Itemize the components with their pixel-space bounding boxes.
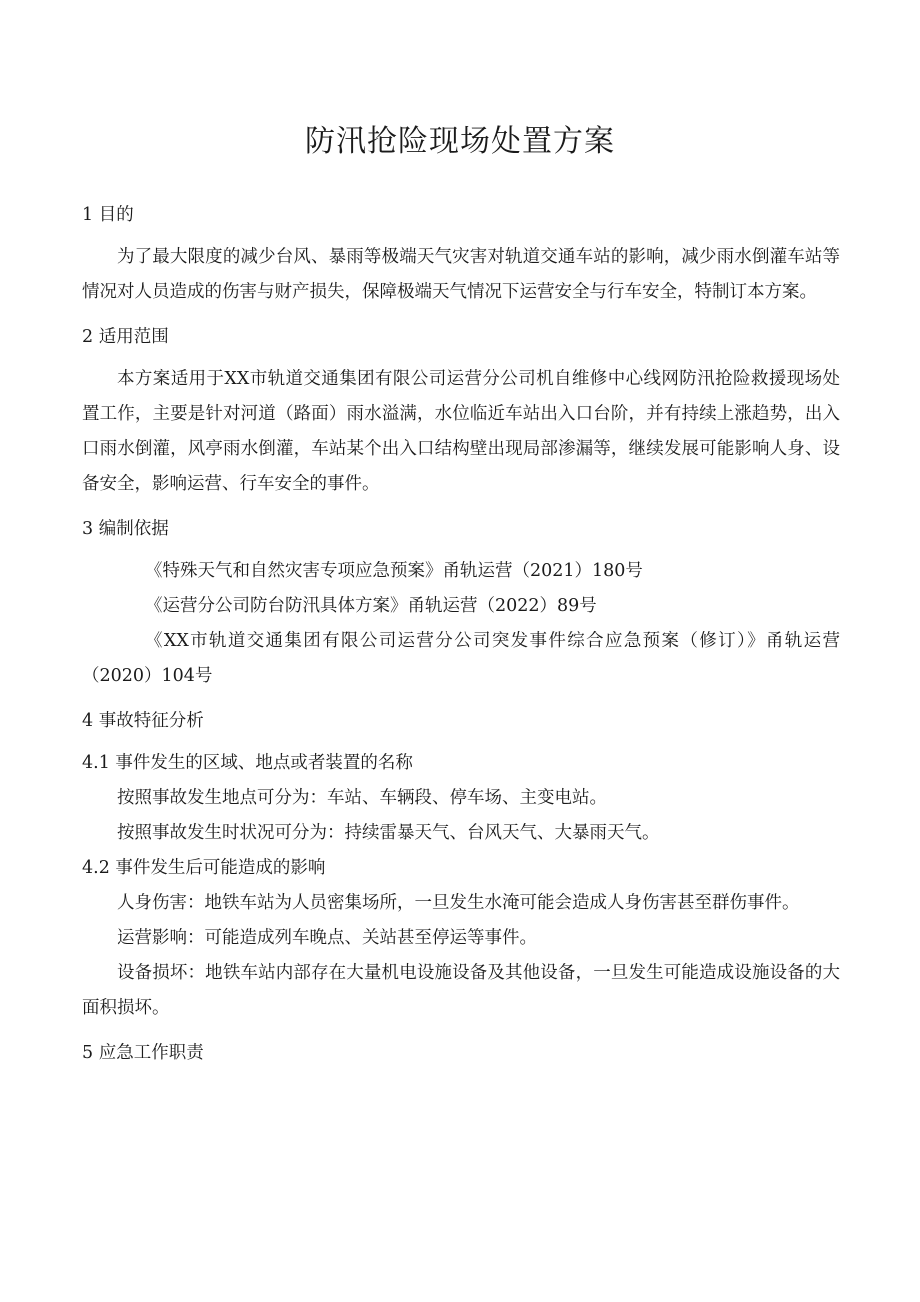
section-4-2-paragraph: 运营影响：可能造成列车晚点、关站甚至停运等事件。 [117,928,537,948]
section-4-1-paragraph: 按照事故发生地点可分为：车站、车辆段、停车场、主变电站。 [117,788,607,808]
section-5-heading: 5 应急工作职责 [82,1043,204,1063]
section-4-1-heading: 4.1 事件发生的区域、地点或者装置的名称 [82,753,413,773]
reference-item: 《特殊天气和自然灾害专项应急预案》甬轨运营（2021）180号 [145,561,643,581]
section-3-heading: 3 编制依据 [82,519,169,539]
section-1-heading: 1 目的 [82,205,134,225]
document-title: 防汛抢险现场处置方案 [305,124,615,159]
section-4-1-paragraph: 按照事故发生时状况可分为：持续雷暴天气、台风天气、大暴雨天气。 [117,823,660,843]
section-4-2-paragraph: 设备损坏：地铁车站内部存在大量机电设施设备及其他设备，一旦发生可能造成设施设备的大面积损坏。 [82,963,840,1018]
section-4-2-heading: 4.2 事件发生后可能造成的影响 [82,858,326,878]
section-4-heading: 4 事故特征分析 [82,711,204,731]
document-body [82,198,840,1071]
section-2-heading: 2 适用范围 [82,327,169,347]
section-1-paragraph: 为了最大限度的减少台风、暴雨等极端天气灾害对轨道交通车站的影响，减少雨水倒灌车站等情况对人员造成的伤害与财产损失，保障极端天气情况下运营安全与行车安全，特制订本方案。 [82,247,840,302]
section-2-paragraph: 本方案适用于XX市轨道交通集团有限公司运营分公司机自维修中心线网防汛抢险救援现场处置工作，主要是针对河道（路面）雨水溢满，水位临近车站出入口台阶，并有持续上涨趋势，出入口雨水倒灌，风亭雨水倒灌，车站某个出入口结构壁出现局部渗漏等，继续发展可能影响人身、设备安全，影响运营、行车安全的事件。 [82,369,840,494]
section-4-2-paragraph: 人身伤害：地铁车站为人员密集场所，一旦发生水淹可能会造成人身伤害甚至群伤事件。 [117,893,800,913]
reference-item: 《运营分公司防台防汛具体方案》甬轨运营（2022）89号 [145,596,597,616]
reference-item: 《XX市轨道交通集团有限公司运营分公司突发事件综合应急预案（修订）》甬轨运营（2020）104号 [82,631,840,686]
